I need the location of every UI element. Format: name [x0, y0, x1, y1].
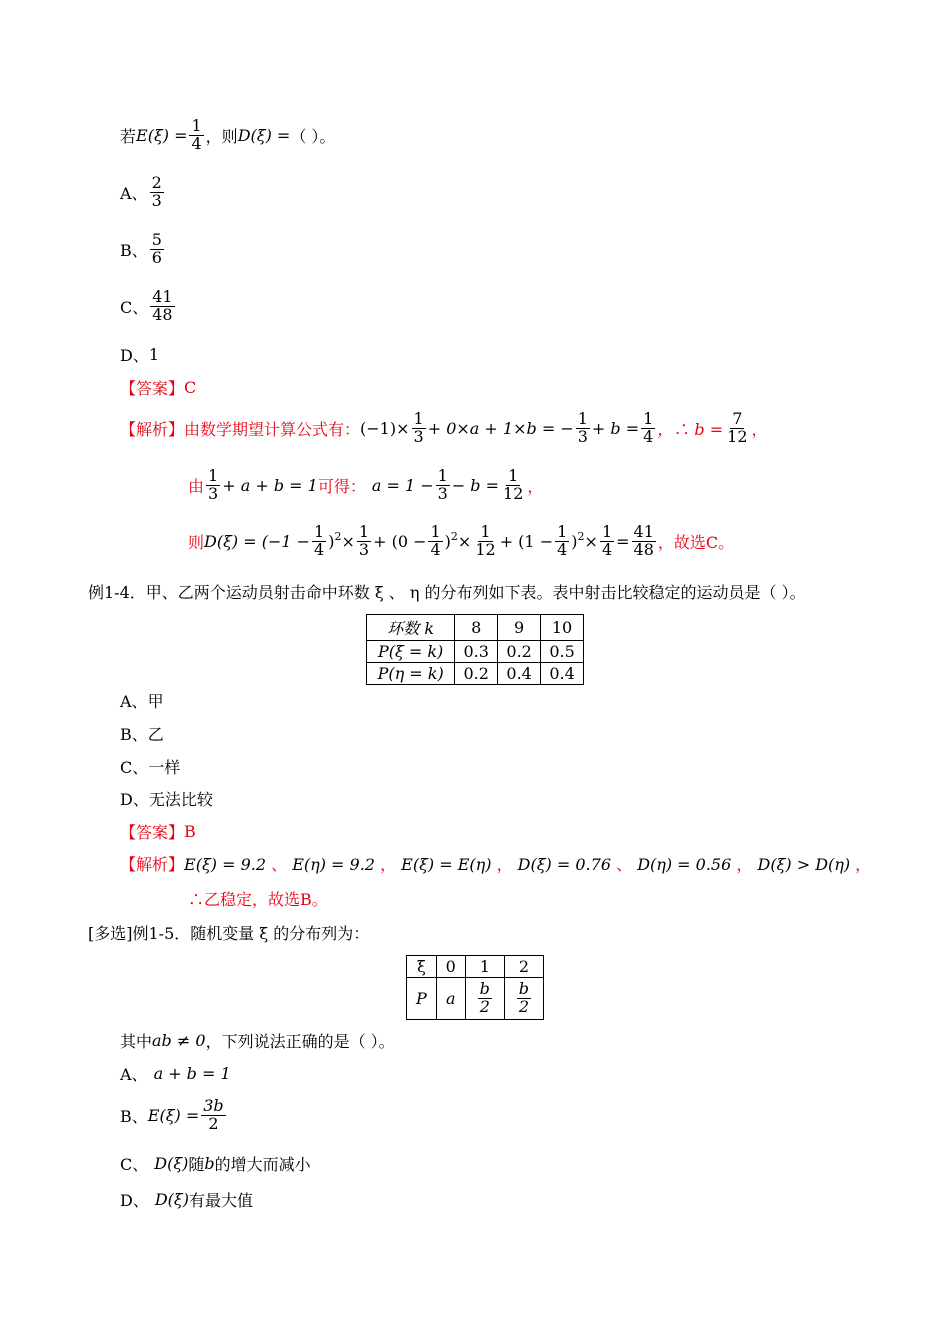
q2-stem: 例1-4．甲、乙两个运动员射击命中环数 ξ 、 η 的分布列如下表。表中射击比较稳定的运动员是（ ）。 [88, 583, 806, 602]
q2-analysis-part: ， [850, 855, 872, 874]
q3-option-a: A、 a + b = 1 [120, 1064, 231, 1084]
table-row: ξ 0 1 2 [407, 956, 544, 978]
q1-analysis-line2: 由 $\frac{1}{3}$ + a + b = 1 可得： a = 1 − $\frac{1}{3}$ − b = $\frac{1}{12}$ ， [188, 466, 544, 503]
q2-analysis-part: D(ξ) = 0.76 [517, 855, 611, 874]
q1-answer: 【答案】 C [120, 378, 197, 398]
q1-analysis-line3: 则 D(ξ) = (−1 − $\frac{1}{4}$ )$^2$ × $\frac{1}{3}$ + (0 − $\frac{1}{4}$ )$^2$ × $\frac{1}{12}$ + (1 − $\frac{1}{4}$ )$^2$ × $\frac{1}{4}$ = $\frac{41}{48}$ ，故选C。 [188, 522, 735, 559]
q2-analysis-parts [184, 852, 871, 875]
q2-analysis-part: ， [374, 855, 402, 874]
q1-stem-suffix: （ ）。 [290, 126, 336, 146]
q3-option-d: D、 D(ξ) 有最大值 [120, 1190, 253, 1210]
q1-analysis-line1: 【解析】 由数学期望计算公式有： (−1)× $\frac{1}{3}$ + 0×a + 1×b = − $\frac{1}{3}$ + b = $\frac{1}{4}$ ，∴ b = $\frac{7}{12}$ ， [120, 409, 768, 446]
q1-stem-mid: ，则 [205, 126, 238, 146]
q2-option-d: D、 无法比较 [120, 790, 213, 809]
q2-analysis-part: ， [731, 855, 758, 874]
q1-stem-prefix: 若 [120, 126, 137, 146]
q3-distribution-table [406, 955, 544, 1020]
q2-analysis-part: 、 [611, 855, 638, 874]
q3-option-b: B、 E(ξ) = $\frac{3b}{2}$ [120, 1096, 224, 1133]
q3-option-c: C、 D(ξ) 随 b 的增大而减小 [120, 1154, 311, 1174]
table-row: P(η = k) 0.2 0.4 0.4 [367, 663, 584, 685]
q2-analysis-line1: 【解析】 E(ξ) = 9.2 、 E(η) = 9.2 ， E(ξ) = E(η) ， D(ξ) = 0.76 、 D(η) = 0.56 ， D(ξ) > D(η) ， [120, 852, 871, 875]
q1-option-b: B、 $\frac{5}{6}$ [120, 230, 162, 267]
q2-analysis-part: E(ξ) = 9.2 [184, 855, 267, 874]
q1-stem [120, 118, 335, 153]
q1-option-a: A、 $\frac{2}{3}$ [120, 173, 162, 210]
q2-analysis-part: D(ξ) > D(η) [757, 855, 851, 874]
q2-option-b: B、 乙 [120, 725, 164, 744]
q1-stem-d: D(ξ) = [237, 125, 291, 145]
q2-option-a: A、 甲 [120, 692, 164, 711]
q2-analysis-part: E(η) = 9.2 [292, 855, 375, 874]
q1-option-c: C、 $\frac{41}{48}$ [120, 287, 173, 324]
q2-answer: 【答案】 B [120, 822, 196, 842]
q2-analysis-part: ， [491, 855, 518, 874]
q3-stem: [多选]例1-5．随机变量 ξ 的分布列为： [88, 924, 370, 943]
table-row: 环数 k 8 9 10 [367, 615, 584, 641]
q2-distribution-table [366, 614, 584, 685]
q2-option-c: C、 一样 [120, 758, 181, 777]
q3-condition: 其中 ab ≠ 0 ，下列说法正确的是（ ）。 [120, 1031, 395, 1051]
q1-stem-e: E(ξ) = [136, 125, 188, 145]
table-row: P a $\frac{b}{2}$ $\frac{b}{2}$ [407, 978, 544, 1020]
q2-analysis-line2: ∴乙稳定，故选B。 [188, 890, 328, 909]
q1-option-d: D、 1 [120, 345, 160, 365]
q1-stem-frac: $\frac{1}{4}$ [191, 116, 202, 153]
q2-analysis-part: D(η) = 0.56 [637, 855, 732, 874]
q2-analysis-part: E(ξ) = E(η) [401, 855, 492, 874]
q2-analysis-part: 、 [266, 855, 293, 874]
table-row: P(ξ = k) 0.3 0.2 0.5 [367, 641, 584, 663]
